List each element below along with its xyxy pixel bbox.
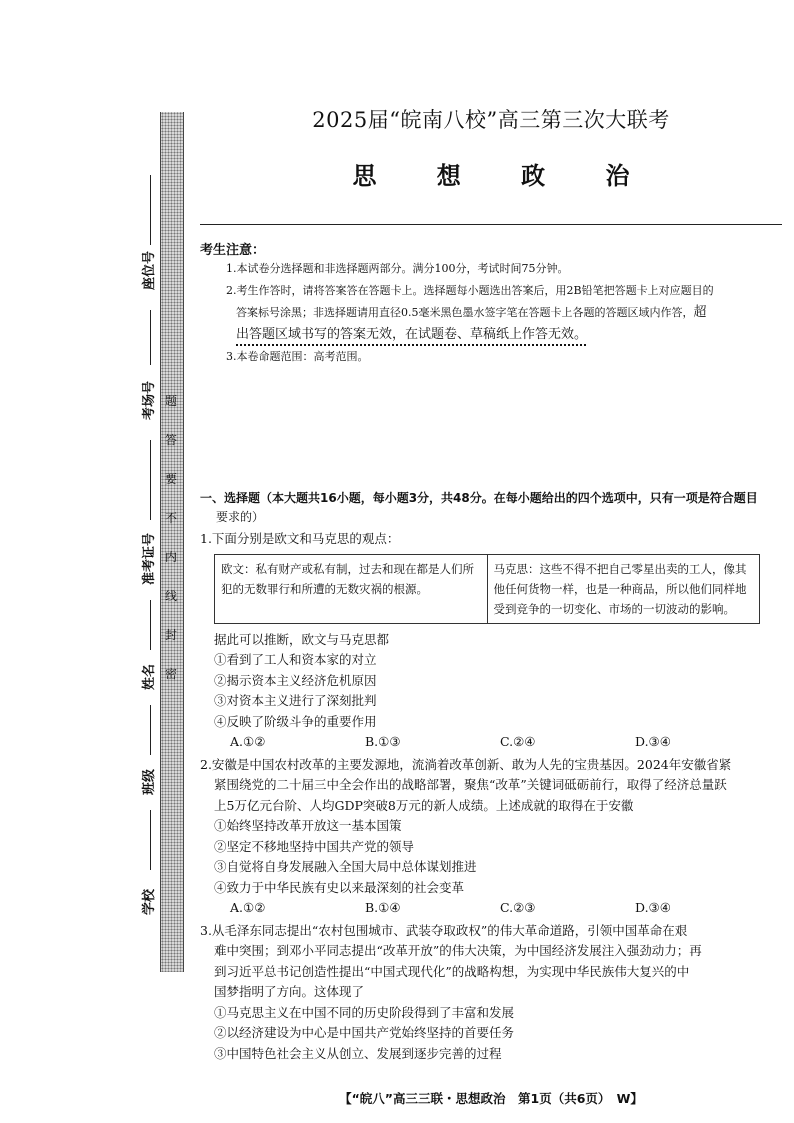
notice-item: 出答题区域书写的答案无效，在试题卷、草稿纸上作答无效。 [236, 327, 588, 342]
choice-a: A.①② [230, 734, 266, 749]
choice-b: B.①④ [365, 900, 401, 915]
exam-room-label: 考场号 [142, 380, 157, 420]
choice-a: A.①② [230, 900, 266, 915]
choice-d: D.③④ [635, 734, 671, 749]
option: ③中国特色社会主义从创立、发展到逐步完善的过程 [214, 1045, 502, 1061]
notice-item: 2.考生作答时，请将答案答在答题卡上。选择题每小题选出答案后，用2B铅笔把答题卡上对应题目的 [226, 284, 714, 297]
choice-c: C.②④ [500, 734, 536, 749]
notice-section [200, 224, 782, 368]
question-2-stem-cont: 紧围绕党的二十届三中全会作出的战略部署，聚焦“改革”关键词砥砺前行，取得了经济总量跃 [214, 777, 727, 792]
option: ④致力于中华民族有史以来最深刻的社会变革 [214, 879, 465, 895]
owen-quote: 欧文：私有财产或私有制，过去和现在都是人们所犯的无数罪行和所遭的无数灾祸的根源。 [215, 554, 488, 623]
school-line [150, 810, 151, 870]
page-footer: 【“皖八”高三三联・思想政治 第1页（共6页） W】 [339, 1091, 643, 1106]
name-line [150, 600, 151, 650]
option: ②坚定不移地坚持中国共产党的领导 [214, 838, 415, 854]
option: ③对资本主义进行了深刻批判 [214, 693, 377, 708]
option: ②以经济建设为中心是中国共产党始终坚持的首要任务 [214, 1025, 515, 1040]
question-3-stem: 3.从毛泽东同志提出“农村包围城市、武装夺取政权”的伟大革命道路，引领中国革命在艰 [200, 922, 688, 938]
exam-room-line [150, 310, 151, 365]
name-label: 姓名 [142, 663, 157, 690]
choice-b: B.①③ [365, 734, 401, 749]
notice-heading: 考生注意： [200, 243, 266, 258]
question-3-stem-cont: 难中突围；到邓小平同志提出“改革开放”的伟大决策，为中国经济发展注入强劲动力；再 [214, 943, 702, 958]
option: ①始终坚持改革开放这一基本国策 [214, 818, 402, 833]
exam-page [200, 104, 782, 1106]
section-heading: 一、选择题（本大题共16小题，每小题3分，共48分。在每小题给出的四个选项中，只有一项是符合题目 要求的） [200, 491, 758, 524]
notice-item: 1.本试卷分选择题和非选择题两部分。满分100分，考试时间75分钟。 [226, 262, 569, 275]
question-2-stem: 2.安徽是中国农村改革的主要发源地，流淌着改革创新、敢为人先的宝贵基因。2024年安徽省紧 [200, 756, 732, 772]
question-1-stem: 1.下面分别是欧文和马克思的观点： [200, 531, 400, 546]
quote-table [214, 554, 760, 624]
school-label: 学校 [142, 888, 157, 915]
option: ②揭示资本主义经济危机原因 [214, 672, 377, 688]
admission-number-label: 准考证号 [142, 532, 157, 585]
notice-item: 答案标号涂黑；非选择题请用直径0.5毫米黑色墨水签字笔在答题卡上各题的答题区域内作答，超 [236, 305, 707, 320]
subject-title: 思 想 政 治 [352, 162, 656, 190]
question-2-stem-cont: 上5万亿元台阶、人均GDP突破8万元的新人成绩。上述成就的取得在于安徽 [214, 797, 634, 813]
class-line [150, 705, 151, 755]
question-3-stem-cont: 到习近平总书记创造性提出“中国式现代化”的战略构想，为实现中华民族伟大复兴的中 [214, 963, 690, 979]
option: ①马克思主义在中国不同的历史阶段得到了丰富和发展 [214, 1004, 515, 1020]
admission-number-line [150, 440, 151, 520]
question-1-lead: 据此可以推断，欧文与马克思都 [214, 631, 390, 647]
choice-d: D.③④ [635, 900, 671, 915]
question-2-choices [200, 898, 782, 919]
seat-number-line [150, 175, 151, 245]
choice-c: C.②③ [500, 900, 536, 915]
questions [200, 489, 782, 1064]
notice-item: 3.本卷命题范围：高考范围。 [226, 350, 369, 363]
option: ①看到了工人和资本家的对立 [214, 652, 377, 667]
seat-number-label: 座位号 [142, 250, 157, 290]
class-label: 班级 [142, 768, 157, 795]
binding-notice: 题 答 要 不 内 线 封 密 [164, 394, 177, 681]
page-title: 2025届“皖南八校”高三第三次大联考 [312, 108, 670, 132]
question-1-choices [200, 732, 782, 753]
option: ④反映了阶级斗争的重要作用 [214, 713, 377, 729]
option: ③自觉将自身发展融入全国大局中总体谋划推进 [214, 859, 477, 874]
question-3-stem-cont: 国梦指明了方向。这体现了 [214, 984, 365, 999]
marx-quote: 马克思：这些不得不把自己零星出卖的工人，像其他任何货物一样，也是一种商品，所以他们同样地受到竞争的一切变化、市场的一切波动的影响。 [487, 554, 760, 623]
side-fields [0, 0, 160, 1123]
